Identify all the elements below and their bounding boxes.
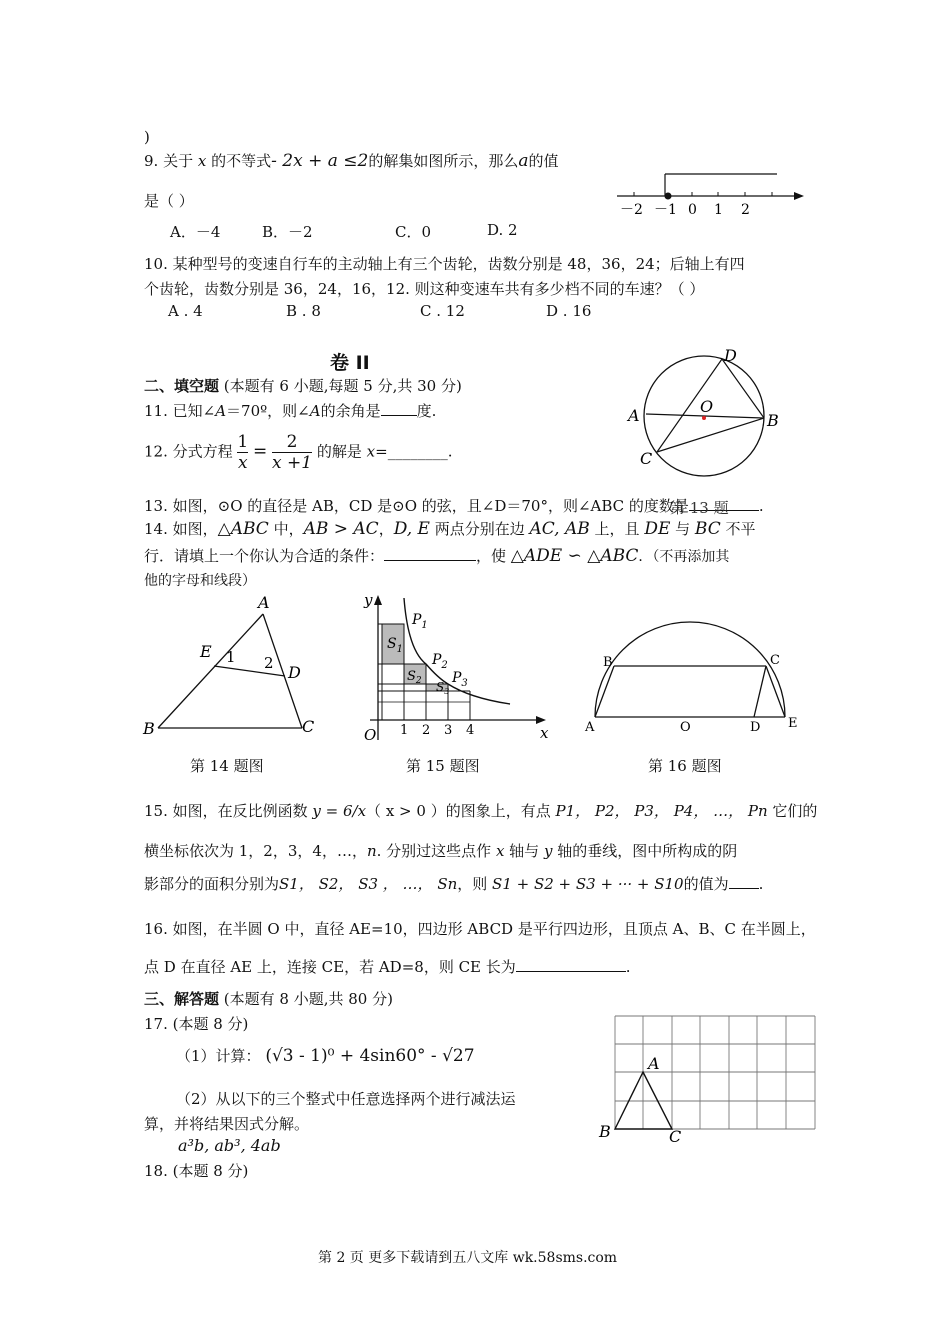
q9-option-d: D. 2 xyxy=(487,221,518,239)
svg-text:A: A xyxy=(585,720,595,735)
svg-text:C: C xyxy=(669,1127,682,1146)
q17-head: 17. (本题 8 分) xyxy=(144,1015,249,1033)
q9-line2: 是（ ） xyxy=(144,192,194,210)
fig14-caption: 第 14 题图 xyxy=(190,757,264,775)
q9-inequality: - 2x + a ≤2 xyxy=(271,151,369,171)
svg-text:O: O xyxy=(364,726,377,744)
q16-line2: 点 D 在直径 AE 上，连接 CE，若 AD=8，则 CE 长为 . xyxy=(144,958,631,976)
page-footer: 第 2 页 更多下载请到五八文库 wk.58sms.com xyxy=(318,1250,618,1266)
q14-line1: 14. 如图，△ABC 中，AB > AC，D, E 两点分别在边 AC, AB 上，且 DE 与 BC 不平 xyxy=(144,519,756,539)
svg-text:D: D xyxy=(750,720,761,735)
q10-option-a: A . 4 xyxy=(168,302,203,320)
fig15-caption: 第 15 题图 xyxy=(406,757,480,775)
svg-text:3: 3 xyxy=(444,723,453,738)
q9-line1: 9. 关于 x 的不等式- 2x + a ≤2的解集如图所示，那么a的值 xyxy=(144,151,559,171)
svg-text:P2: $P_2$ xyxy=(432,652,448,671)
q10-line2: 个齿轮，齿数分别是 36，24，16，12. 则这种变速车共有多少档不同的车速？（ ） xyxy=(144,280,705,298)
svg-text:P1: $P_1$ xyxy=(412,612,428,631)
svg-text:C: C xyxy=(770,653,780,668)
svg-text:1: 1 xyxy=(400,723,409,738)
q9-option-c: C．0 xyxy=(395,223,432,241)
svg-text:D: D xyxy=(288,663,301,682)
q12: 12. 分式方程 $\frac{1}{x}$ = $\frac{2}{x +1}$ 的解是 x=________. xyxy=(144,432,453,473)
fig16-semicircle xyxy=(580,614,810,734)
svg-text:B: B xyxy=(603,655,613,670)
svg-text:B: B xyxy=(143,719,155,738)
fig13-circle xyxy=(622,346,792,471)
svg-text:S2: $S_2$ xyxy=(407,669,422,686)
svg-text:x: x xyxy=(540,724,549,742)
svg-text:A: A xyxy=(628,406,640,425)
tick-neg1: －1 xyxy=(654,202,677,218)
q17-terms: a³b, ab³, 4ab xyxy=(178,1136,281,1155)
tick-1: 1 xyxy=(714,202,723,218)
svg-text:2: 2 xyxy=(422,723,431,738)
q14-line2: 行．请填上一个你认为合适的条件： ，使 △ADE ∽ △ABC．（不再添加其 xyxy=(144,546,730,566)
q13: 13. 如图，⊙O 的直径是 AB，CD 是⊙O 的弦，且∠D＝70°，则∠ABC 的度数是 . xyxy=(144,497,764,515)
svg-text:4: 4 xyxy=(466,723,475,738)
svg-text:A: A xyxy=(648,1054,660,1073)
section-title: 卷 II xyxy=(330,352,370,374)
q10-option-c: C . 12 xyxy=(420,302,465,320)
q9-option-b: B．－2 xyxy=(262,223,313,241)
q8-tail: ) xyxy=(144,128,150,146)
fig14-triangle xyxy=(140,592,330,742)
svg-text:O: O xyxy=(700,397,714,416)
q16-line1: 16. 如图，在半圆 O 中，直径 AE=10，四边形 ABCD 是平行四边形，且顶点 A、B、C 在半圆上， xyxy=(144,920,816,938)
q15-line1: 15. 如图，在反比例函数 y = 6/x（ x > 0 ）的图象上，有点 P1， P2， P3， P4， …， Pn 它们的 xyxy=(144,802,818,820)
svg-text:2: 2 xyxy=(264,654,274,672)
q18-head: 18. (本题 8 分) xyxy=(144,1162,249,1180)
svg-text:E: E xyxy=(788,716,798,731)
fig15-hyperbola xyxy=(360,590,560,750)
section3-heading: 三、解答题 (本题有 8 小题,共 80 分) xyxy=(144,990,393,1008)
svg-text:S3: $S_3$ xyxy=(436,680,450,696)
svg-text:y: y xyxy=(364,591,373,609)
svg-text:C: C xyxy=(302,717,315,736)
q9-number-line xyxy=(612,168,812,218)
svg-text:B: B xyxy=(599,1122,611,1141)
svg-text:A: A xyxy=(258,593,270,612)
tick-0: 0 xyxy=(688,202,697,218)
q13-caption-overlap: 第 13 题 xyxy=(670,499,729,517)
svg-text:P3: $P_3$ xyxy=(452,670,468,689)
svg-text:D: D xyxy=(724,346,737,365)
q17-part1: （1）计算： (√3 - 1)⁰ + 4sin60° - √27 xyxy=(176,1046,475,1066)
svg-text:1: 1 xyxy=(226,648,236,666)
svg-text:B: B xyxy=(767,411,779,430)
tick-2: 2 xyxy=(741,202,750,218)
section2-heading: 二、填空题 (本题有 6 小题,每题 5 分,共 30 分) xyxy=(144,377,462,395)
q15-line2: 横坐标依次为 1，2，3，4，…，n. 分别过这些点作 x 轴与 y 轴的垂线，图中所构成的阴 xyxy=(144,842,738,860)
q10-line1: 10. 某种型号的变速自行车的主动轴上有三个齿轮，齿数分别是 48，36，24；后轴上有四 xyxy=(144,255,745,273)
svg-text:C: C xyxy=(640,449,653,468)
svg-text:S1: $S_1$ xyxy=(387,636,403,655)
tick-neg2: －2 xyxy=(620,202,643,218)
q10-option-d: D . 16 xyxy=(546,302,592,320)
svg-text:O: O xyxy=(680,720,691,735)
svg-text:E: E xyxy=(200,642,212,661)
q10-option-b: B . 8 xyxy=(286,302,321,320)
fig16-caption: 第 16 题图 xyxy=(648,757,722,775)
q15-line3: 影部分的面积分别为S1， S2， S3 ， …， Sn，则 S1 + S2 + S3 + ··· + S10的值为 . xyxy=(144,875,764,893)
q17-part2-line1: （2）从以下的三个整式中任意选择两个进行减法运 xyxy=(176,1090,516,1108)
q17-part2-line2: 算，并将结果因式分解。 xyxy=(144,1115,310,1133)
q11: 11. 已知∠A＝70º，则∠A的余角是 度. xyxy=(144,402,437,420)
grid-triangle-figure xyxy=(596,1012,826,1147)
q9-option-a: A．－4 xyxy=(170,223,221,241)
q14-line3: 他的字母和线段） xyxy=(144,573,256,589)
